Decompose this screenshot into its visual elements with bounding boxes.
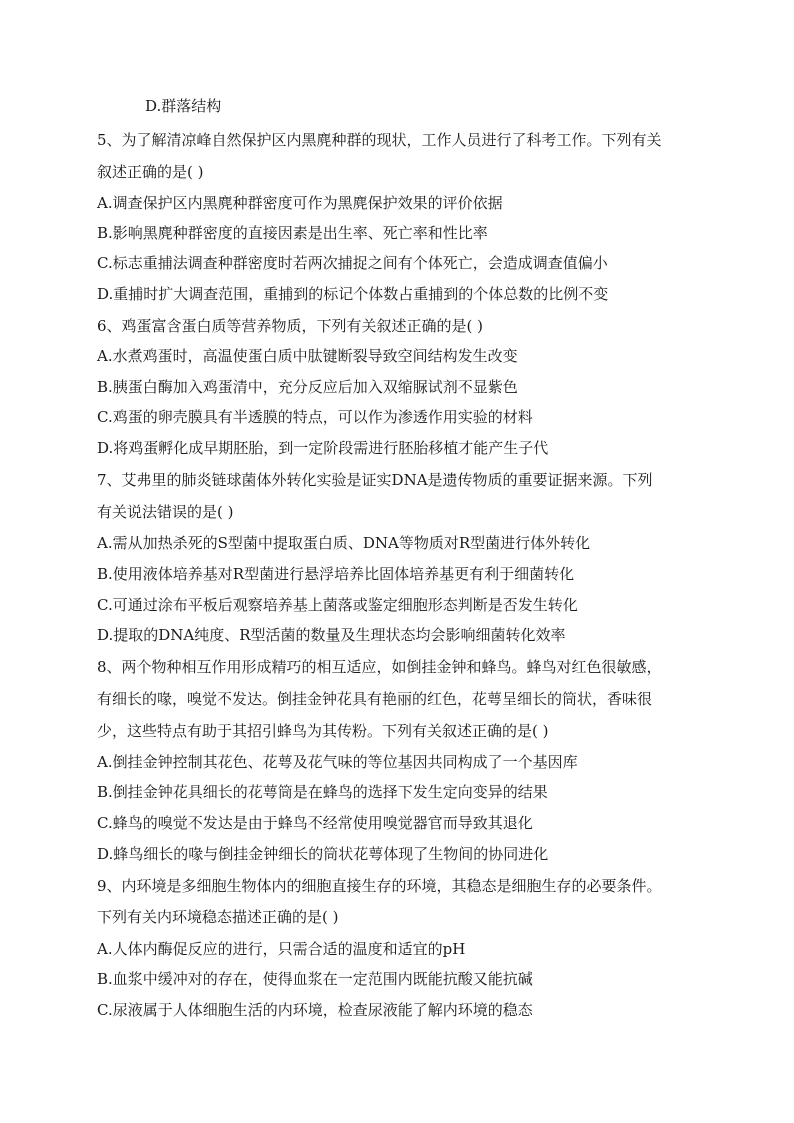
q6-option-a: A.水煮鸡蛋时，高温使蛋白质中肽键断裂导致空间结构发生改变 bbox=[97, 347, 518, 365]
q5-option-c: C.标志重捕法调查种群密度时若两次捕捉之间有个体死亡，会造成调查值偏小 bbox=[97, 254, 608, 272]
q7-stem-line-1: 7、艾弗里的肺炎链球菌体外转化实验是证实DNA是遗传物质的重要证据来源。下列 bbox=[97, 471, 653, 489]
q8-option-b: B.倒挂金钟花具细长的花萼筒是在蜂鸟的选择下发生定向变异的结果 bbox=[97, 783, 548, 801]
q4-option-d: D.群落结构 bbox=[145, 97, 222, 115]
q6-option-d: D.将鸡蛋孵化成早期胚胎，到一定阶段需进行胚胎移植才能产生子代 bbox=[97, 439, 549, 457]
q5-option-a: A.调查保护区内黑麂种群密度可作为黑麂保护效果的评价依据 bbox=[97, 194, 503, 212]
q5-option-b: B.影响黑麂种群密度的直接因素是出生率、死亡率和性比率 bbox=[97, 224, 488, 242]
q7-option-d: D.提取的DNA纯度、R型活菌的数量及生理状态均会影响细菌转化效率 bbox=[97, 626, 566, 644]
q8-option-d: D.蜂鸟细长的喙与倒挂金钟细长的筒状花萼体现了生物间的协同进化 bbox=[97, 845, 549, 863]
q9-option-a: A.人体内酶促反应的进行，只需合适的温度和适宜的pH bbox=[97, 940, 466, 958]
q5-stem-line-1: 5、为了解清凉峰自然保护区内黑麂种群的现状，工作人员进行了科考工作。下列有关 bbox=[97, 131, 662, 149]
q6-option-b: B.胰蛋白酶加入鸡蛋清中，充分反应后加入双缩脲试剂不显紫色 bbox=[97, 378, 518, 396]
q8-stem-line-2: 有细长的喙，嗅觉不发达。倒挂金钟花具有艳丽的红色，花萼呈细长的筒状，香味很 bbox=[97, 690, 653, 708]
q9-stem-line-1: 9、内环境是多细胞生物体内的细胞直接生存的环境，其稳态是细胞生存的必要条件。 bbox=[97, 877, 662, 895]
q8-option-a: A.倒挂金钟控制其花色、花萼及花气味的等位基因共同构成了一个基因库 bbox=[97, 753, 578, 771]
q7-stem-line-2: 有关说法错误的是( ) bbox=[97, 503, 234, 521]
q5-option-d: D.重捕时扩大调查范围，重捕到的标记个体数占重捕到的个体总数的比例不变 bbox=[97, 285, 609, 303]
q7-option-b: B.使用液体培养基对R型菌进行悬浮培养比固体培养基更有利于细菌转化 bbox=[97, 565, 575, 583]
q9-option-b: B.血浆中缓冲对的存在，使得血浆在一定范围内既能抗酸又能抗碱 bbox=[97, 970, 533, 988]
q7-option-c: C.可通过涂布平板后观察培养基上菌落或鉴定细胞形态判断是否发生转化 bbox=[97, 596, 578, 614]
q7-option-a: A.需从加热杀死的S型菌中提取蛋白质、DNA等物质对R型菌进行体外转化 bbox=[97, 534, 591, 552]
q8-option-c: C.蜂鸟的嗅觉不发达是由于蜂鸟不经常使用嗅觉器官而导致其退化 bbox=[97, 814, 533, 832]
q8-stem-line-1: 8、两个物种相互作用形成精巧的相互适应，如倒挂金钟和蜂鸟。蜂鸟对红色很敏感， bbox=[97, 658, 662, 676]
q9-stem-line-2: 下列有关内环境稳态描述正确的是( ) bbox=[97, 908, 339, 926]
q6-option-c: C.鸡蛋的卵壳膜具有半透膜的特点，可以作为渗透作用实验的材料 bbox=[97, 408, 533, 426]
q8-stem-line-3: 少，这些特点有助于其招引蜂鸟为其传粉。下列有关叙述正确的是( ) bbox=[97, 722, 549, 740]
q9-option-c: C.尿液属于人体细胞生活的内环境，检查尿液能了解内环境的稳态 bbox=[97, 1001, 533, 1019]
q6-stem: 6、鸡蛋富含蛋白质等营养物质，下列有关叙述正确的是( ) bbox=[97, 317, 484, 335]
q5-stem-line-2: 叙述正确的是( ) bbox=[97, 163, 204, 181]
